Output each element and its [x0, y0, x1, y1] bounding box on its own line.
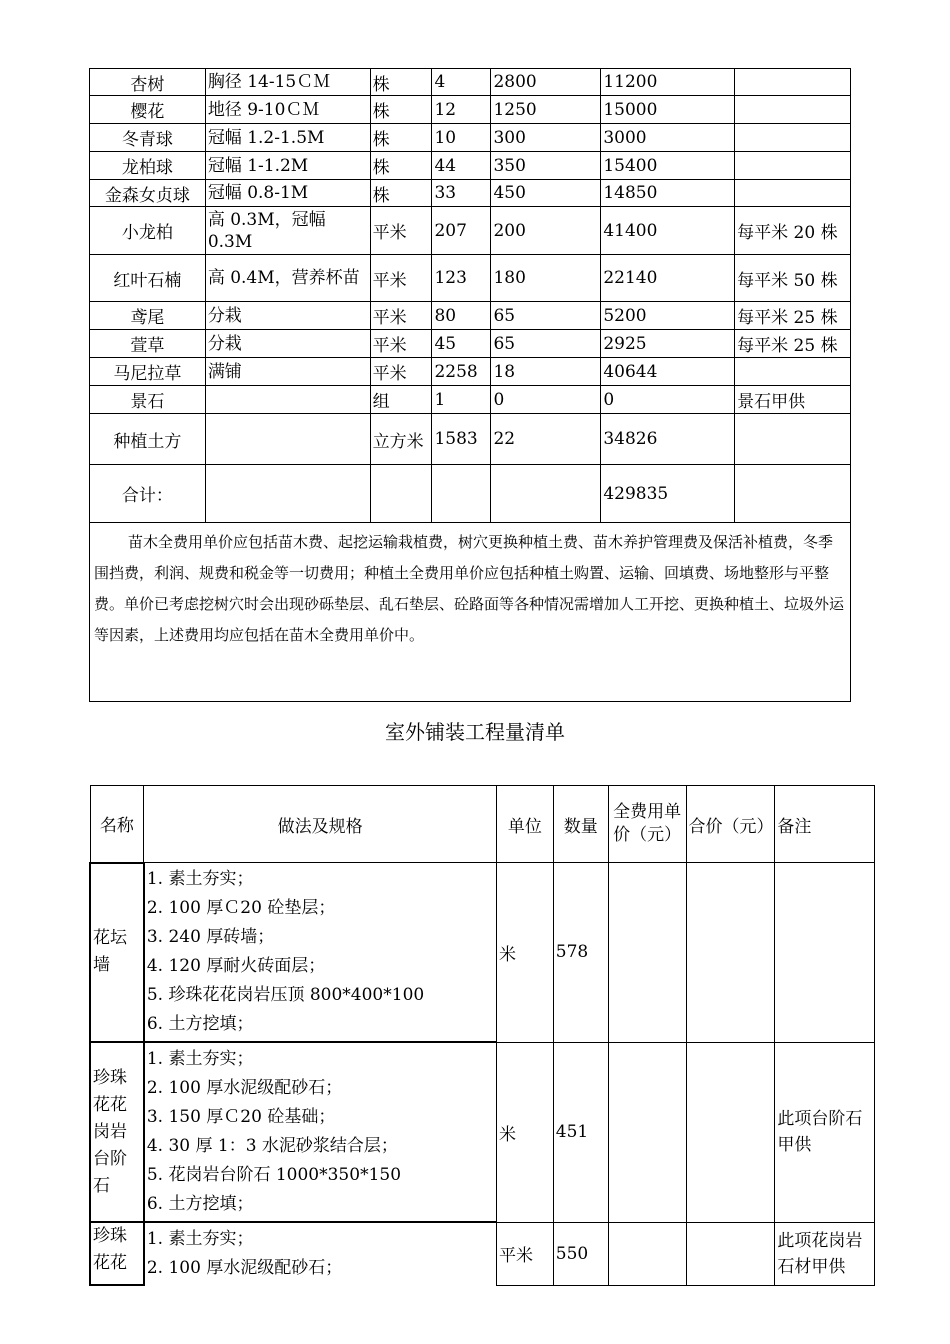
plant-name: 金森女贞球 — [90, 180, 206, 207]
paving-unit: 米 — [496, 863, 553, 1043]
plant-unit: 株 — [370, 69, 432, 96]
plant-qty: 1 — [432, 386, 491, 414]
paving-qty: 451 — [553, 1042, 608, 1222]
paving-name: 花坛墙 — [90, 863, 144, 1043]
plant-spec: 地径 9-10ＣＭ — [205, 96, 370, 124]
paving-qty: 578 — [553, 863, 608, 1043]
header-unit: 单位 — [496, 786, 553, 863]
step-item: 2. 100 厚Ｃ20 砼垫层； — [146, 898, 336, 918]
plant-spec: 分栽 — [205, 330, 370, 358]
plant-spec: 冠幅 1-1.2M — [205, 152, 370, 180]
plant-unit: 平米 — [370, 330, 432, 358]
plant-price: 22 — [491, 414, 601, 465]
plant-note — [735, 96, 851, 124]
paving-note — [775, 863, 875, 1043]
plant-row — [90, 96, 851, 124]
plant-total: 0 — [601, 386, 735, 414]
plant-qty: 33 — [432, 180, 491, 207]
plant-qty: 45 — [432, 330, 491, 358]
paving-row — [90, 1042, 875, 1222]
section-title: 室外铺装工程量清单 — [385, 720, 565, 744]
plant-row — [90, 207, 851, 255]
step-item: 5. 花岗岩台阶石 1000*350*150 — [146, 1165, 402, 1185]
plant-note: 景石甲供 — [735, 386, 851, 414]
plant-note — [735, 124, 851, 152]
plant-row — [90, 302, 851, 330]
plant-total: 3000 — [601, 124, 735, 152]
plant-note — [735, 69, 851, 96]
plant-note — [735, 414, 851, 465]
total-empty — [205, 465, 370, 523]
paving-note: 此项台阶石甲供 — [775, 1042, 875, 1222]
plant-price: 18 — [491, 358, 601, 386]
plant-qty: 4 — [432, 69, 491, 96]
plant-total: 5200 — [601, 302, 735, 330]
total-empty — [491, 465, 601, 523]
plant-name: 冬青球 — [90, 124, 206, 152]
plant-spec: 胸径 14-15ＣＭ — [205, 69, 370, 96]
plant-table — [89, 68, 851, 702]
plant-qty: 10 — [432, 124, 491, 152]
plant-total: 15000 — [601, 96, 735, 124]
plant-spec — [205, 414, 370, 465]
total-value: 429835 — [601, 465, 735, 523]
plant-qty: 207 — [432, 207, 491, 255]
plant-name: 鸢尾 — [90, 302, 206, 330]
step-item: 4. 120 厚耐火砖面层； — [146, 956, 326, 976]
plant-unit: 平米 — [370, 207, 432, 255]
step-item: 1. 素土夯实； — [146, 869, 254, 889]
plant-qty: 12 — [432, 96, 491, 124]
paving-row — [90, 1222, 875, 1285]
plant-row — [90, 386, 851, 414]
plant-total: 14850 — [601, 180, 735, 207]
plant-row — [90, 180, 851, 207]
plant-price: 200 — [491, 207, 601, 255]
plant-row — [90, 255, 851, 302]
step-item: 1. 素土夯实； — [146, 1049, 254, 1069]
plant-total: 41400 — [601, 207, 735, 255]
plant-row — [90, 358, 851, 386]
plant-unit: 株 — [370, 152, 432, 180]
plant-price: 350 — [491, 152, 601, 180]
plant-spec: 分栽 — [205, 302, 370, 330]
plant-note: 每平米 20 株 — [735, 207, 851, 255]
plant-unit: 平米 — [370, 358, 432, 386]
plant-unit: 株 — [370, 180, 432, 207]
plant-name: 小龙柏 — [90, 207, 206, 255]
plant-note-row — [90, 523, 851, 702]
plant-qty: 80 — [432, 302, 491, 330]
paving-unit: 米 — [496, 1042, 553, 1222]
header-note: 备注 — [775, 786, 875, 863]
note-paragraph: 苗木全费用单价应包括苗木费、起挖运输栽植费，树穴更换种植土费、苗木养护管理费及保活补植费，冬季围挡费，利润、规费和税金等一切费用；种植土全费用单价应包括种植土购置、运输、回填费、场地整形与平整费。单价已考虑挖树穴时会出现砂砾垫层、乱石垫层、砼路面等各种情况需增加人工开挖、更换种植土、垃圾外运等因素，上述费用均应包括在苗木全费用单价中。 — [90, 523, 851, 702]
plant-name: 樱花 — [90, 96, 206, 124]
total-empty — [735, 465, 851, 523]
plant-note — [735, 358, 851, 386]
paving-unit-price — [608, 1222, 686, 1285]
paving-name: 珍珠花花岗岩台阶石 — [90, 1042, 144, 1222]
header-total: 合价（元） — [686, 786, 775, 863]
plant-name: 种植土方 — [90, 414, 206, 465]
header-name: 名称 — [90, 786, 144, 863]
plant-row — [90, 152, 851, 180]
paving-total — [686, 1222, 775, 1285]
step-item: 5. 珍珠花花岗岩压顶 800*400*100 — [146, 985, 425, 1005]
step-item: 2. 100 厚水泥级配砂石； — [146, 1258, 343, 1278]
plant-row — [90, 330, 851, 358]
step-item: 3. 240 厚砖墙； — [146, 927, 275, 947]
plant-spec: 高 0.3M，冠幅 0.3M — [205, 207, 370, 255]
plant-total: 22140 — [601, 255, 735, 302]
plant-total: 40644 — [601, 358, 735, 386]
plant-total: 15400 — [601, 152, 735, 180]
plant-name: 景石 — [90, 386, 206, 414]
plant-price: 300 — [491, 124, 601, 152]
plant-unit: 株 — [370, 124, 432, 152]
plant-price: 65 — [491, 330, 601, 358]
paving-steps — [144, 1222, 497, 1285]
step-item: 3. 150 厚Ｃ20 砼基础； — [146, 1107, 336, 1127]
paving-unit-price — [608, 1042, 686, 1222]
plant-price: 180 — [491, 255, 601, 302]
plant-total: 2925 — [601, 330, 735, 358]
plant-row — [90, 69, 851, 96]
step-item: 6. 土方挖填； — [146, 1194, 254, 1214]
plant-price: 65 — [491, 302, 601, 330]
plant-note — [735, 152, 851, 180]
paving-unit: 平米 — [496, 1222, 553, 1285]
paving-header-row — [90, 786, 875, 863]
plant-unit: 平米 — [370, 302, 432, 330]
plant-spec: 满铺 — [205, 358, 370, 386]
plant-unit: 立方米 — [370, 414, 432, 465]
paving-row — [90, 863, 875, 1043]
total-empty — [432, 465, 491, 523]
paving-table — [89, 785, 875, 1286]
plant-qty: 123 — [432, 255, 491, 302]
plant-name: 杏树 — [90, 69, 206, 96]
paving-note: 此项花岗岩石材甲供 — [775, 1222, 875, 1285]
plant-qty: 2258 — [432, 358, 491, 386]
paving-name: 珍珠花花 — [90, 1222, 144, 1285]
paving-steps — [144, 1042, 497, 1222]
plant-spec: 高 0.4M，营养杯苗 — [205, 255, 370, 302]
header-unit-price: 全费用单价（元） — [608, 786, 686, 863]
paving-qty: 550 — [553, 1222, 608, 1285]
total-empty — [370, 465, 432, 523]
plant-name: 龙柏球 — [90, 152, 206, 180]
paving-total — [686, 863, 775, 1043]
plant-price: 450 — [491, 180, 601, 207]
plant-name: 马尼拉草 — [90, 358, 206, 386]
plant-price: 2800 — [491, 69, 601, 96]
plant-total: 34826 — [601, 414, 735, 465]
plant-qty: 1583 — [432, 414, 491, 465]
plant-spec — [205, 386, 370, 414]
header-spec: 做法及规格 — [144, 786, 497, 863]
plant-spec: 冠幅 0.8-1M — [205, 180, 370, 207]
plant-name: 萱草 — [90, 330, 206, 358]
plant-unit: 组 — [370, 386, 432, 414]
plant-total-row — [90, 465, 851, 523]
paving-unit-price — [608, 863, 686, 1043]
plant-row — [90, 414, 851, 465]
plant-note: 每平米 50 株 — [735, 255, 851, 302]
step-item: 4. 30 厚 1：3 水泥砂浆结合层； — [146, 1136, 398, 1156]
plant-row — [90, 124, 851, 152]
plant-total: 11200 — [601, 69, 735, 96]
plant-price: 1250 — [491, 96, 601, 124]
plant-note — [735, 180, 851, 207]
step-item: 1. 素土夯实； — [146, 1229, 254, 1249]
plant-unit: 株 — [370, 96, 432, 124]
step-item: 2. 100 厚水泥级配砂石； — [146, 1078, 343, 1098]
plant-spec: 冠幅 1.2-1.5M — [205, 124, 370, 152]
step-item: 6. 土方挖填； — [146, 1014, 254, 1034]
total-label: 合计： — [90, 465, 206, 523]
paving-total — [686, 1042, 775, 1222]
paving-steps — [144, 863, 497, 1043]
plant-qty: 44 — [432, 152, 491, 180]
plant-name: 红叶石楠 — [90, 255, 206, 302]
header-qty: 数量 — [553, 786, 608, 863]
plant-note: 每平米 25 株 — [735, 330, 851, 358]
plant-unit: 平米 — [370, 255, 432, 302]
plant-price: 0 — [491, 386, 601, 414]
plant-note: 每平米 25 株 — [735, 302, 851, 330]
